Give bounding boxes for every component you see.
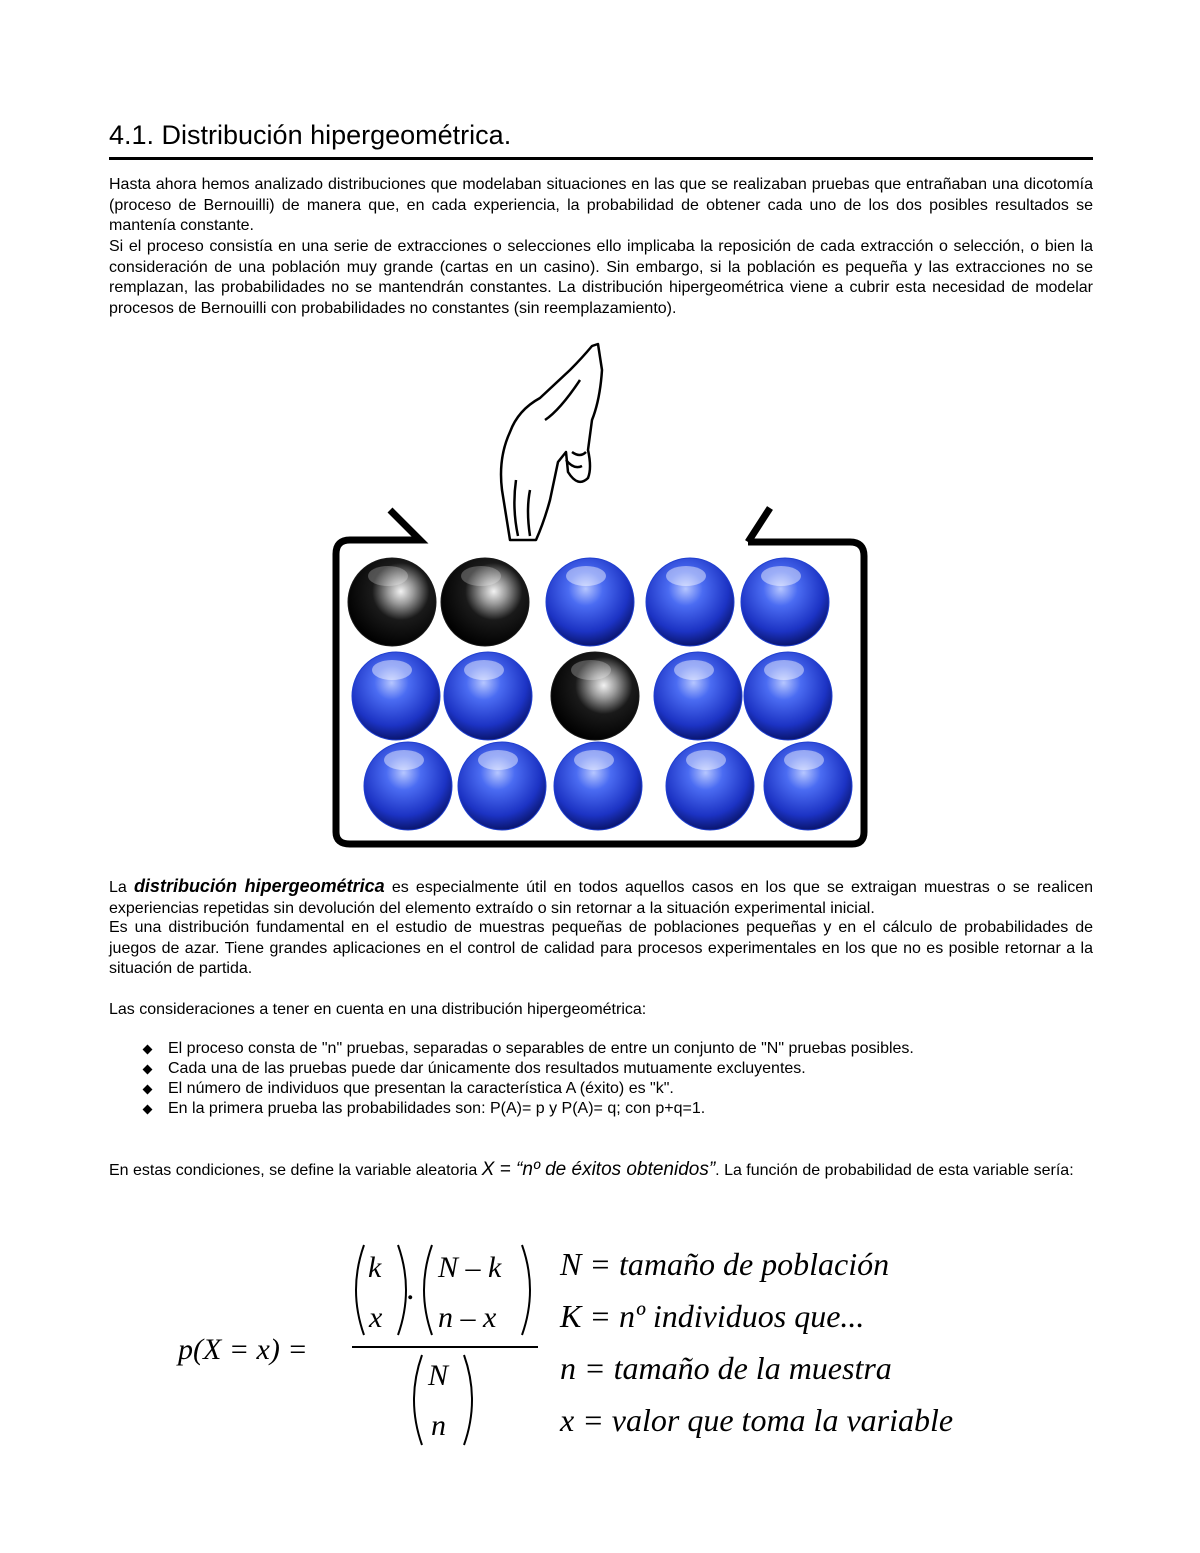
list-item xyxy=(140,1079,914,1099)
ball-highlight xyxy=(368,566,408,586)
bullet-icon xyxy=(143,1065,153,1075)
variable-def: X = “nº de éxitos obtenidos” xyxy=(481,1159,716,1180)
legend-line-1: N = tamaño de población xyxy=(560,1246,890,1282)
ball-highlight xyxy=(571,660,611,680)
description-rest: es especialmente útil en todos aquellos casos en los que se extraigan muestras o se realicen experiencias repetidas sin devolución del elemento extraído o sin retornar a la situación experimental inicial. xyxy=(109,879,1094,917)
ball-highlight xyxy=(574,750,614,770)
considerations-list xyxy=(140,1039,914,1119)
heading-rule xyxy=(109,157,1093,160)
binom1-top: k xyxy=(368,1251,382,1284)
ball-highlight xyxy=(764,660,804,680)
hypergeometric-formula xyxy=(170,1235,1030,1455)
description-paragraph-1 xyxy=(109,876,1093,919)
formula-dot: . xyxy=(406,1270,415,1307)
variable-lead: En estas condiciones, se define la variable aleatoria xyxy=(109,1162,482,1179)
list-item-text: El número de individuos que presentan la característica A (éxito) es "k". xyxy=(168,1080,674,1097)
binom2-top: N – k xyxy=(438,1251,502,1284)
hand-drawing xyxy=(501,344,602,540)
box-flap-right xyxy=(748,508,770,542)
intro-paragraph-1: Hasta ahora hemos analizado distribuciones que modelaban situaciones en las que se realizaban pruebas que entrañaban una dicotomía (proceso de Bernouilli) de manera que, en cada experiencia, la probabilidad de obtener cada uno de los dos posibles resultados se mantenía constante. xyxy=(109,176,1093,235)
ball-highlight xyxy=(666,566,706,586)
ball-highlight xyxy=(478,750,518,770)
description-term: distribución hipergeométrica xyxy=(133,876,385,896)
binom2-bottom: n – x xyxy=(438,1301,497,1334)
ball-grid xyxy=(348,558,852,830)
list-item-text: El proceso consta de "n" pruebas, separadas o separables de entre un conjunto de "N" pruebas posibles. xyxy=(168,1040,914,1057)
binom3-top: N xyxy=(428,1359,449,1392)
ball-highlight xyxy=(761,566,801,586)
list-item xyxy=(140,1039,914,1059)
box-flap-left xyxy=(390,510,420,540)
ball-highlight xyxy=(674,660,714,680)
ball-highlight xyxy=(461,566,501,586)
list-item xyxy=(140,1099,914,1119)
bullet-icon xyxy=(143,1085,153,1095)
list-item-text: Cada una de las pruebas puede dar únicamente dos resultados mutuamente excluyentes. xyxy=(168,1060,806,1077)
ball-highlight xyxy=(464,660,504,680)
ball-highlight xyxy=(384,750,424,770)
section-heading: 4.1. Distribución hipergeométrica. xyxy=(109,120,512,150)
variable-definition xyxy=(109,1160,1093,1182)
description-lead: La xyxy=(109,879,134,896)
variable-rest: . La función de probabilidad de esta variable sería: xyxy=(715,1162,1074,1179)
binom1-bottom: x xyxy=(369,1301,383,1334)
ball-highlight xyxy=(566,566,606,586)
binom3-bottom: n xyxy=(431,1409,446,1442)
formula-lhs: p(X = x) = xyxy=(178,1333,308,1366)
description-paragraph-2: Es una distribución fundamental en el estudio de muestras pequeñas de poblaciones pequeñas y en el cálculo de probabilidades de juegos de azar. Tiene grandes aplicaciones en el control de calidad para procesos experimentales en los que no es posible retornar a la situación de partida. xyxy=(109,919,1093,978)
intro-paragraph-2: Si el proceso consistía en una serie de extracciones o selecciones ello implicaba la reposición de cada extracción o selección, o bien la consideración de una población muy grande (cartas en un casino). Sin embargo, si la población es pequeña y las extracciones no se remplazan, las probabilidades no se mantendrán constantes. La distribución hipergeométrica viene a cubrir esta necesidad de modelar procesos de Bernouilli con probabilidades no constantes (sin reemplazamiento). xyxy=(109,238,1093,317)
legend-line-2: K = nº individuos que... xyxy=(560,1298,865,1334)
ball-highlight xyxy=(784,750,824,770)
considerations-intro: Las consideraciones a tener en cuenta en una distribución hipergeométrica: xyxy=(109,1001,647,1018)
list-item xyxy=(140,1059,914,1079)
bullet-icon xyxy=(143,1045,153,1055)
ball-highlight xyxy=(686,750,726,770)
ball-highlight xyxy=(372,660,412,680)
legend-line-4: x = valor que toma la variable xyxy=(560,1402,954,1438)
legend-line-3: n = tamaño de la muestra xyxy=(560,1350,892,1386)
list-item-text: En la primera prueba las probabilidades son: P(A)= p y P(A)= q; con p+q=1. xyxy=(168,1100,706,1117)
bullet-icon xyxy=(143,1105,153,1115)
urn-illustration xyxy=(330,340,870,850)
